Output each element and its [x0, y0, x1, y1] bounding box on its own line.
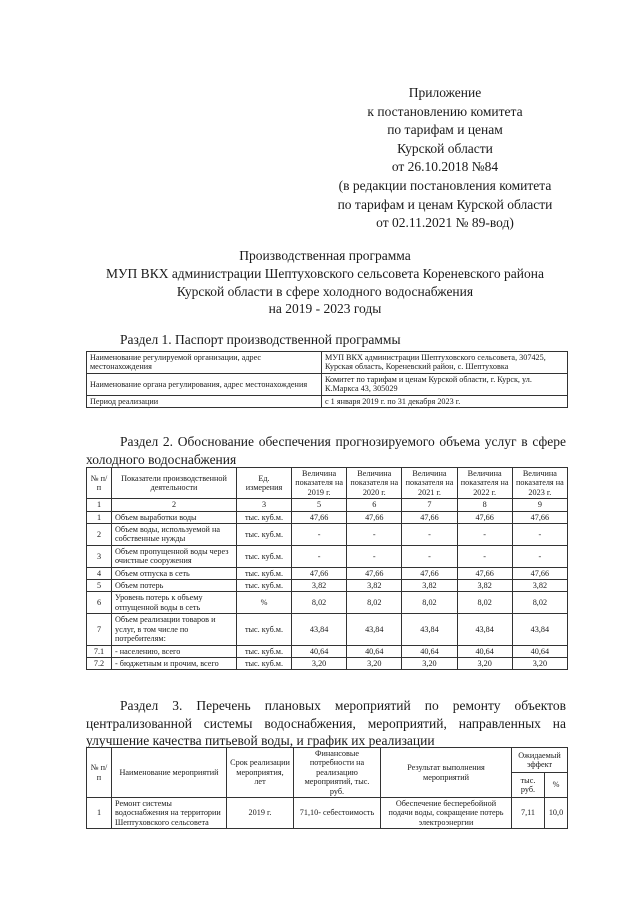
table-row: [87, 592, 568, 614]
indicator-value: 3,82: [457, 580, 512, 592]
indicator-value: 3,82: [292, 580, 347, 592]
indicator-value: -: [347, 545, 402, 567]
indicator-value: 47,66: [402, 567, 457, 579]
appendix-line: Приложение: [408, 85, 482, 100]
measure-finance: 71,10- себестоимость: [294, 798, 381, 829]
table-row: [87, 657, 568, 669]
indicator-value: 3,82: [512, 580, 567, 592]
indicator-value: -: [402, 545, 457, 567]
indicator-value: 8,02: [292, 592, 347, 614]
indicator-value: 43,84: [457, 614, 512, 645]
measure-num: 1: [87, 798, 112, 829]
unit: тыс. куб.м.: [237, 524, 292, 546]
indicator-value: -: [457, 524, 512, 546]
column-header: Ожидаемый эффект: [512, 748, 568, 773]
indicator-name: Объем воды, используемой на собственные нужды: [112, 524, 237, 546]
column-header: %: [545, 773, 568, 798]
indicator-value: 40,64: [347, 645, 402, 657]
row-number: 1: [87, 511, 112, 523]
measure-term: 2019 г.: [227, 798, 294, 829]
passport-label: Наименование регулируемой организации, адрес местонахождения: [87, 352, 322, 374]
column-header: тыс. руб.: [512, 773, 545, 798]
table-header-row: [87, 468, 568, 499]
indicator-value: 47,66: [402, 511, 457, 523]
appendix-line: к постановлению комитета: [367, 103, 523, 119]
table-row: [87, 352, 568, 374]
column-header: Величина показателя на 2022 г.: [457, 468, 512, 499]
unit: тыс. куб.м.: [237, 567, 292, 579]
program-title-line: на 2019 - 2023 годы: [268, 301, 382, 317]
table-row: [87, 580, 568, 592]
column-header: Величина показателя на 2020 г.: [347, 468, 402, 499]
indicator-value: 3,20: [457, 657, 512, 669]
volume-table: [86, 467, 568, 670]
passport-value: МУП ВКХ администрации Шептуховского сельсовета, 307425, Курская область, Кореневский район, с. Шептуховка: [322, 352, 568, 374]
indicator-value: 3,20: [292, 657, 347, 669]
indicator-name: Объем потерь: [112, 580, 237, 592]
row-number: 3: [87, 545, 112, 567]
table-header-row: [87, 748, 568, 773]
indicator-value: 47,66: [512, 511, 567, 523]
unit: тыс. куб.м.: [237, 614, 292, 645]
indicator-value: 43,84: [512, 614, 567, 645]
program-title-line: Курской области в сфере холодного водоснабжения: [176, 283, 474, 299]
row-number: 7.1: [87, 645, 112, 657]
indicator-value: 47,66: [347, 567, 402, 579]
row-number: 5: [87, 580, 112, 592]
passport-label: Период реализации: [87, 395, 322, 407]
passport-label: Наименование органа регулирования, адрес местонахождения: [87, 373, 322, 395]
appendix-line: (в редакции постановления комитета: [338, 177, 552, 193]
row-number: 7.2: [87, 657, 112, 669]
measure-result: Обеспечение бесперебойной подачи воды, сокращение потерь электроэнергии: [381, 798, 512, 829]
indicator-value: 40,64: [512, 645, 567, 657]
passport-value: Комитет по тарифам и ценам Курской области, г. Курск, ул. К.Маркса 43, 305029: [322, 373, 568, 395]
indicator-value: -: [347, 524, 402, 546]
indicator-value: 47,66: [347, 511, 402, 523]
column-header: № п/п: [87, 468, 112, 499]
table-row: [87, 524, 568, 546]
section2-heading: Раздел 2. Обоснование обеспечения прогнозируемого объема услуг в сфере холодного водоснабжения: [86, 434, 566, 467]
section1-heading: Раздел 1. Паспорт производственной программы: [120, 332, 401, 347]
column-number: 1: [87, 499, 112, 511]
unit: %: [237, 592, 292, 614]
program-title: [40, 247, 610, 318]
program-title-line: Производственная программа: [239, 248, 411, 263]
indicator-name: - населению, всего: [112, 645, 237, 657]
indicator-value: 3,20: [512, 657, 567, 669]
indicator-value: -: [292, 545, 347, 567]
appendix-line: от 26.10.2018 №84: [391, 159, 499, 175]
column-header: Наименование мероприятий: [112, 748, 227, 798]
unit: тыс. куб.м.: [237, 645, 292, 657]
column-number: 7: [402, 499, 457, 511]
column-header: Финансовые потребности на реализацию мероприятий, тыс. руб.: [294, 748, 381, 798]
table-row: [87, 373, 568, 395]
indicator-name: Объем выработки воды: [112, 511, 237, 523]
indicator-value: 47,66: [457, 567, 512, 579]
appendix-line: от 02.11.2021 № 89-вод): [376, 215, 514, 231]
indicator-value: 8,02: [402, 592, 457, 614]
indicator-value: 3,82: [402, 580, 457, 592]
measure-name: Ремонт системы водоснабжения на территории Шептуховского сельсовета: [112, 798, 227, 829]
column-header: Срок реализации мероприятия, лет: [227, 748, 294, 798]
indicator-name: Объем реализации товаров и услуг, в том числе по потребителям:: [112, 614, 237, 645]
indicator-value: 47,66: [292, 567, 347, 579]
column-number: 8: [457, 499, 512, 511]
column-header: Показатели производственной деятельности: [112, 468, 237, 499]
measure-effect-pct: 10,0: [545, 798, 568, 829]
indicator-value: -: [512, 545, 567, 567]
indicator-value: 3,20: [402, 657, 457, 669]
passport-table: [86, 351, 568, 408]
indicator-value: 3,82: [347, 580, 402, 592]
indicator-name: - бюджетным и прочим, всего: [112, 657, 237, 669]
table-row: [87, 614, 568, 645]
table-row: [87, 545, 568, 567]
table-row: [87, 798, 568, 829]
indicator-value: 47,66: [292, 511, 347, 523]
appendix-line: Курской области: [397, 140, 493, 156]
table-row: [87, 395, 568, 407]
column-number: 3: [237, 499, 292, 511]
indicator-value: 40,64: [402, 645, 457, 657]
indicator-value: 40,64: [457, 645, 512, 657]
row-number: 2: [87, 524, 112, 546]
column-number: 2: [112, 499, 237, 511]
indicator-value: 8,02: [512, 592, 567, 614]
column-number: 9: [512, 499, 567, 511]
indicator-name: Объем отпуска в сеть: [112, 567, 237, 579]
indicator-value: 40,64: [292, 645, 347, 657]
appendix-line: по тарифам и ценам: [387, 122, 503, 138]
passport-value: с 1 января 2019 г. по 31 декабря 2023 г.: [322, 395, 568, 407]
unit: тыс. куб.м.: [237, 580, 292, 592]
appendix-block: [300, 84, 590, 233]
row-number: 6: [87, 592, 112, 614]
unit: тыс. куб.м.: [237, 657, 292, 669]
unit: тыс. куб.м.: [237, 545, 292, 567]
indicator-value: 43,84: [402, 614, 457, 645]
column-header: № п/ п: [87, 748, 112, 798]
column-header: Ед. измерения: [237, 468, 292, 499]
column-number: 5: [292, 499, 347, 511]
column-number: 6: [347, 499, 402, 511]
measures-table: [86, 747, 568, 829]
indicator-value: -: [512, 524, 567, 546]
table-row: [87, 567, 568, 579]
row-number: 7: [87, 614, 112, 645]
indicator-value: -: [402, 524, 457, 546]
section3-heading: Раздел 3. Перечень плановых мероприятий по ремонту объектов централизованной системы водоснабжения, мероприятий, направленных на улучшение качества питьевой воды, и график их реализации: [86, 698, 566, 748]
table-row: [87, 645, 568, 657]
indicator-name: Уровень потерь к объему отпущенной воды в сеть: [112, 592, 237, 614]
indicator-name: Объем пропущенной воды через очистные сооружения: [112, 545, 237, 567]
column-header: Величина показателя на 2019 г.: [292, 468, 347, 499]
appendix-line: по тарифам и ценам Курской области: [337, 196, 553, 212]
program-title-line: МУП ВКХ администрации Шептуховского сельсовета Кореневского района: [106, 265, 544, 281]
indicator-value: 47,66: [457, 511, 512, 523]
indicator-value: 8,02: [457, 592, 512, 614]
indicator-value: 43,84: [347, 614, 402, 645]
table-row: [87, 511, 568, 523]
column-header: Величина показателя на 2023 г.: [512, 468, 567, 499]
indicator-value: 3,20: [347, 657, 402, 669]
indicator-value: 47,66: [512, 567, 567, 579]
indicator-value: -: [457, 545, 512, 567]
unit: тыс. куб.м.: [237, 511, 292, 523]
indicator-value: 8,02: [347, 592, 402, 614]
row-number: 4: [87, 567, 112, 579]
column-number-row: [87, 499, 568, 511]
indicator-value: 43,84: [292, 614, 347, 645]
column-header: Величина показателя на 2021 г.: [402, 468, 457, 499]
measure-effect-rub: 7,11: [512, 798, 545, 829]
column-header: Результат выполнения мероприятий: [381, 748, 512, 798]
indicator-value: -: [292, 524, 347, 546]
